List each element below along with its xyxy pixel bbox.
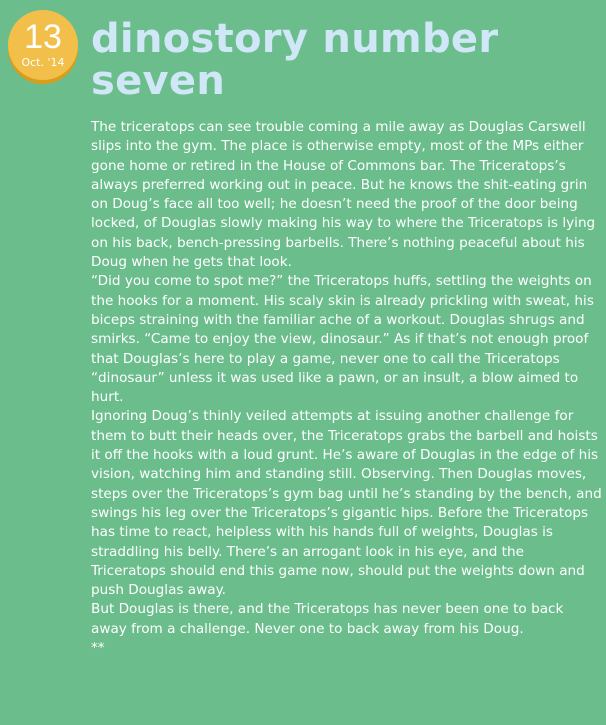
story-separator: ** xyxy=(91,640,105,657)
post-title: dinostory number seven xyxy=(91,16,499,104)
post-body xyxy=(91,118,603,658)
story-paragraph: The triceratops can see trouble coming a mile away as Douglas Carswell slips into the gym. The place is otherwise empty, most of the MPs either gone home or retired in the House of Commons bar. The Triceratops’s always preferred working out in peace. But he knows the shit-eating grin on Doug’s face all too well; he doesn’t need the proof of the door being locked, of Douglas slowly making his way to where the Triceratops is lying on his back, bench-pressing barbells. There’s nothing peaceful about his Doug when he gets that look. xyxy=(91,119,596,271)
story-paragraph: Ignoring Doug’s thinly veiled attempts at issuing another challenge for them to butt their heads over, the Triceratops grabs the barbell and hoists it off the hooks with a loud grunt. He’s aware of Douglas in the edge of his vision, watching him and standing still. Observing. Then Douglas moves, steps over the Triceratops’s gym bag until he’s standing by the bench, and swings his leg over the Triceratops’s gigantic hips. Before the Triceratops has time to react, helpless with his hands full of weights, Douglas is straddling his belly. There’s an arrogant look in his eye, and the Triceratops should end this game now, should put the weights down and push Douglas away. xyxy=(91,408,602,599)
story-paragraph: “Did you come to spot me?” the Triceratops huffs, settling the weights on the hooks for a moment. His scaly skin is already prickling with sweat, his biceps straining with the familiar ache of a workout. Douglas shrugs and smirks. “Came to enjoy the view, dinosaur.” As if that’s not enough proof that Douglas’s here to play a game, never one to call the Triceratops “dinosaur” unless it was used like a pawn, or an insult, a blow aimed to hurt. xyxy=(91,273,594,406)
date-badge xyxy=(8,10,78,80)
date-month: Oct. '14 xyxy=(21,56,65,69)
story-paragraph: But Douglas is there, and the Triceratops has never been one to back away from a challenge. Never one to back away from his Doug. xyxy=(91,601,564,637)
date-day: 13 xyxy=(24,18,62,56)
